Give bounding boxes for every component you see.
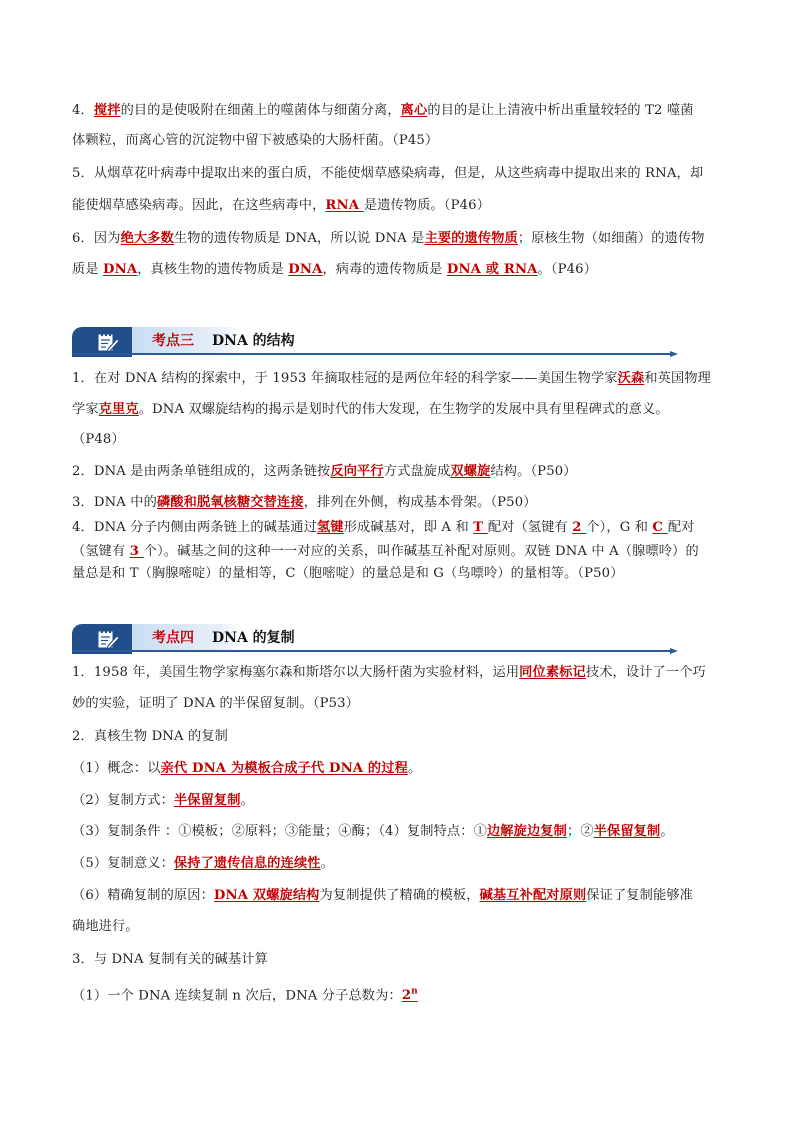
answer-watson: 沃森: [617, 371, 645, 386]
section-3-title: DNA 的结构: [212, 333, 295, 349]
section-rule: [72, 650, 672, 652]
s4-sub-6-line-1: （6）精确复制的原因：DNA 双螺旋结构为复制提供了精确的模板，碱基互补配对原则保证了复制能够准: [72, 888, 693, 903]
answer-majority: 绝大多数: [120, 231, 174, 246]
answer-2-to-the-n: 2$^n$: [401, 987, 418, 1004]
item-6-line-1: 6．因为绝大多数生物的遗传物质是 DNA，所以说 DNA 是主要的遗传物质；原核生物（如细菌）的遗传物: [72, 231, 705, 246]
s4-item-1-line-2: 妙的实验，证明了 DNA 的半保留复制。（P53）: [72, 696, 360, 711]
answer-eukaryote-dna: DNA: [288, 262, 323, 277]
item-6-line-2: 质是 DNA，真核生物的遗传物质是 DNA，病毒的遗传物质是 DNA 或 RNA。（P46）: [72, 262, 598, 277]
s3-item-1-line-1: 1．在对 DNA 结构的探索中，于 1953 年摘取桂冠的是两位年轻的科学家——美国生物学家沃森和英国物理: [72, 371, 712, 386]
section-4-label: 考点四: [152, 630, 194, 646]
notepad-pencil-icon: [96, 330, 120, 354]
s3-item-1-line-3: （P48）: [72, 432, 125, 447]
item-5-line-2: 能使烟草感染病毒。因此，在这些病毒中，RNA 是遗传物质。（P46）: [72, 198, 491, 213]
s4-item-1-line-1: 1．1958 年，美国生物学家梅塞尔森和斯塔尔以大肠杆菌为实验材料，运用同位素标记技术，设计了一个巧: [72, 665, 706, 680]
answer-double-helix-template: DNA 双螺旋结构: [213, 888, 320, 903]
answer-concept: 亲代 DNA 为模板合成子代 DNA 的过程: [160, 761, 408, 776]
item-4-line-1: 4．搅拌的目的是使吸附在细菌上的噬菌体与细菌分离，离心的目的是让上清液中析出重量较轻的 T2 噬菌: [72, 103, 694, 118]
section-3-header: [72, 327, 682, 357]
answer-semiconservative-2: 半保留复制: [593, 824, 661, 839]
answer-virus-dna-or-rna: DNA 或 RNA: [446, 262, 538, 277]
s3-item-3: 3．DNA 中的磷酸和脱氧核糖交替连接，排列在外侧，构成基本骨架。（P50）: [72, 495, 537, 510]
s4-sub-2: （2）复制方式：半保留复制。: [72, 793, 254, 808]
section-3-label: 考点三: [152, 333, 194, 349]
answer-2: 2: [572, 520, 587, 535]
item-5-line-1: 5．从烟草花叶病毒中提取出来的蛋白质，不能使烟草感染病毒，但是，从这些病毒中提取出来的 RNA，却: [72, 166, 704, 181]
answer-hydrogen-bond: 氢键: [317, 520, 344, 535]
answer-unwind-while-replicate: 边解旋边复制: [486, 824, 567, 839]
answer-isotope-labeling: 同位素标记: [519, 665, 586, 680]
item-4-line-2: 体颗粒，而离心管的沉淀物中留下被感染的大肠杆菌。（P45）: [72, 133, 439, 148]
s4-sub-3: （3）复制条件 ：①模板；②原料；③能量；④酶；（4）复制特点：①边解旋边复制；②半保留复制。: [72, 824, 674, 839]
s3-item-1-line-2: 学家克里克。DNA 双螺旋结构的揭示是划时代的伟大发现，在生物学的发展中具有里程碑式的意义。: [72, 402, 669, 417]
s4-item-3: 3．与 DNA 复制有关的碱基计算: [72, 952, 269, 967]
arrow-right-icon: [670, 351, 678, 357]
s4-sub-1: （1）概念：以亲代 DNA 为模板合成子代 DNA 的过程。: [72, 761, 422, 776]
answer-t: T: [473, 520, 488, 535]
s4-calc-1: （1）一个 DNA 连续复制 n 次后，DNA 分子总数为：2$^n$: [72, 987, 418, 1004]
answer-c: C: [652, 520, 668, 535]
answer-antiparallel: 反向平行: [330, 464, 384, 479]
s4-sub-5: （5）复制意义：保持了遗传信息的连续性。: [72, 856, 334, 871]
answer-main-genetic-material: 主要的遗传物质: [424, 231, 518, 246]
s3-item-4-line-1: 4．DNA 分子内侧由两条链上的碱基通过氢键形成碱基对，即 A 和 T 配对（氢键有 2 个），G 和 C 配对: [72, 520, 695, 535]
section-4-header: [72, 624, 682, 654]
answer-rna: RNA: [325, 198, 364, 213]
arrow-right-icon: [670, 648, 678, 654]
answer-prokaryote-dna: DNA: [103, 262, 138, 277]
answer-3: 3: [129, 544, 144, 559]
answer-semiconservative: 半保留复制: [173, 793, 241, 808]
answer-double-helix: 双螺旋: [450, 464, 491, 479]
notepad-pencil-icon: [96, 627, 120, 651]
answer-backbone: 磷酸和脱氧核糖交替连接: [156, 495, 304, 510]
answer-base-pairing: 碱基互补配对原则: [479, 888, 587, 903]
answer-continuity: 保持了遗传信息的连续性: [173, 856, 321, 871]
answer-centrifuge: 离心: [400, 103, 428, 118]
answer-crick: 克里克: [98, 402, 139, 417]
s3-item-4-line-3: 量总是和 T（胸腺嘧啶）的量相等，C（胞嘧啶）的量总是和 G（鸟嘌呤）的量相等。（P50）: [72, 566, 624, 581]
s3-item-2: 2．DNA 是由两条单链组成的，这两条链按反向平行方式盘旋成双螺旋结构。（P50）: [72, 464, 577, 479]
s4-item-2: 2．真核生物 DNA 的复制: [72, 729, 229, 744]
s3-item-4-line-2: （氢键有 3 个）。碱基之间的这种一一对应的关系，叫作碱基互补配对原则。双链 DNA 中 A（腺嘌呤）的: [72, 544, 699, 559]
section-4-title: DNA 的复制: [212, 630, 295, 646]
section-rule: [72, 353, 672, 355]
answer-stirring: 搅拌: [93, 103, 121, 118]
s4-sub-6-line-2: 确地进行。: [72, 919, 139, 934]
